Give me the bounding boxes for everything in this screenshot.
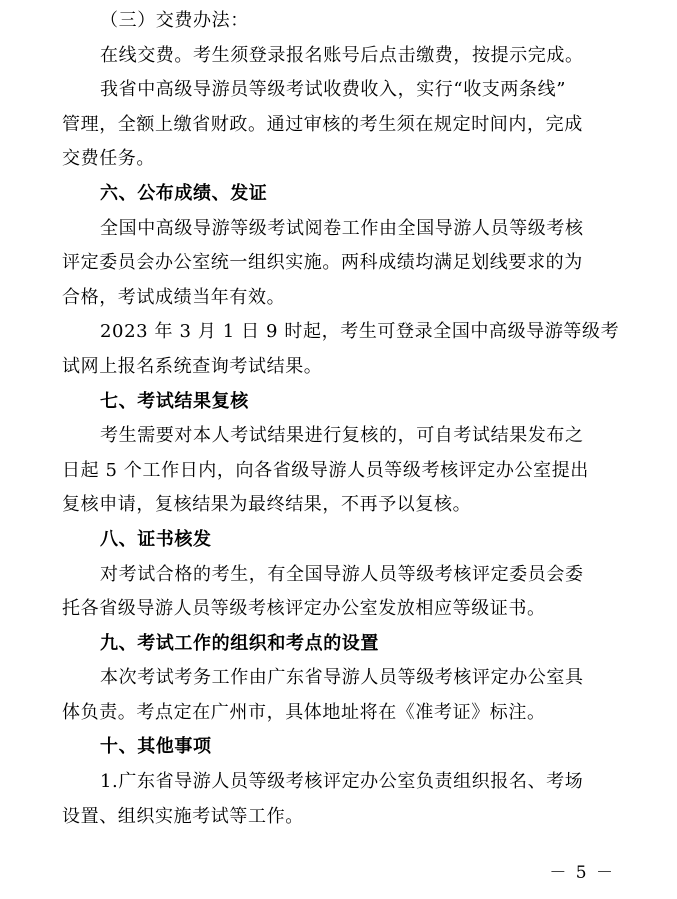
paragraph-8-line-1: 对考试合格的考生，有全国导游人员等级考核评定委员会委 [100,563,584,585]
document-body [62,4,619,834]
paragraph-9-line-1: 本次考试考务工作由广东省导游人员等级考核评定办公室具 [100,667,584,689]
section-heading-10: 十、其他事项 [100,736,212,758]
paragraph-6-1-line-2: 评定委员会办公室统一组织实施。两科成绩均满足划线要求的为 [62,252,583,274]
section-heading-7: 七、考试结果复核 [100,390,249,412]
paragraph-fee-revenue-line-2: 管理，全额上缴省财政。通过审核的考生须在规定时间内，完成 [62,113,583,135]
paragraph-6-2-line-1: 2023 年 3 月 1 日 9 时起，考生可登录全国中高级导游等级考 [100,321,620,343]
paragraph-10-line-2: 设置、组织实施考试等工作。 [62,805,304,827]
page-number: － 5 － [549,863,615,883]
paragraph-7-line-2: 日起 5 个工作日内，向各省级导游人员等级考核评定办公室提出 [62,459,589,481]
paragraph-9-line-2: 体负责。考点定在广州市，具体地址将在《准考证》标注。 [62,701,546,723]
subheading-fee-method: （三）交费办法： [100,10,249,31]
paragraph-fee-online: 在线交费。考生须登录报名账号后点击缴费，按提示完成。 [100,44,584,66]
paragraph-6-1-line-3: 合格，考试成绩当年有效。 [62,286,286,308]
paragraph-fee-revenue-line-1: 我省中高级导游员等级考试收费收入，实行“收支两条线” [100,79,567,101]
paragraph-fee-revenue-line-3: 交费任务。 [62,148,155,170]
section-heading-6: 六、公布成绩、发证 [100,182,268,204]
paragraph-6-2-line-2: 试网上报名系统查询考试结果。 [62,355,323,377]
section-heading-9: 九、考试工作的组织和考点的设置 [100,632,379,654]
paragraph-8-line-2: 托各省级导游人员等级考核评定办公室发放相应等级证书。 [62,598,546,620]
paragraph-7-line-3: 复核申请，复核结果为最终结果，不再予以复核。 [62,494,472,516]
paragraph-6-1-line-1: 全国中高级导游等级考试阅卷工作由全国导游人员等级考核 [100,217,584,239]
paragraph-7-line-1: 考生需要对本人考试结果进行复核的，可自考试结果发布之 [100,425,584,447]
paragraph-10-line-1: 1.广东省导游人员等级考核评定办公室负责组织报名、考场 [100,771,584,793]
section-heading-8: 八、证书核发 [100,528,212,550]
